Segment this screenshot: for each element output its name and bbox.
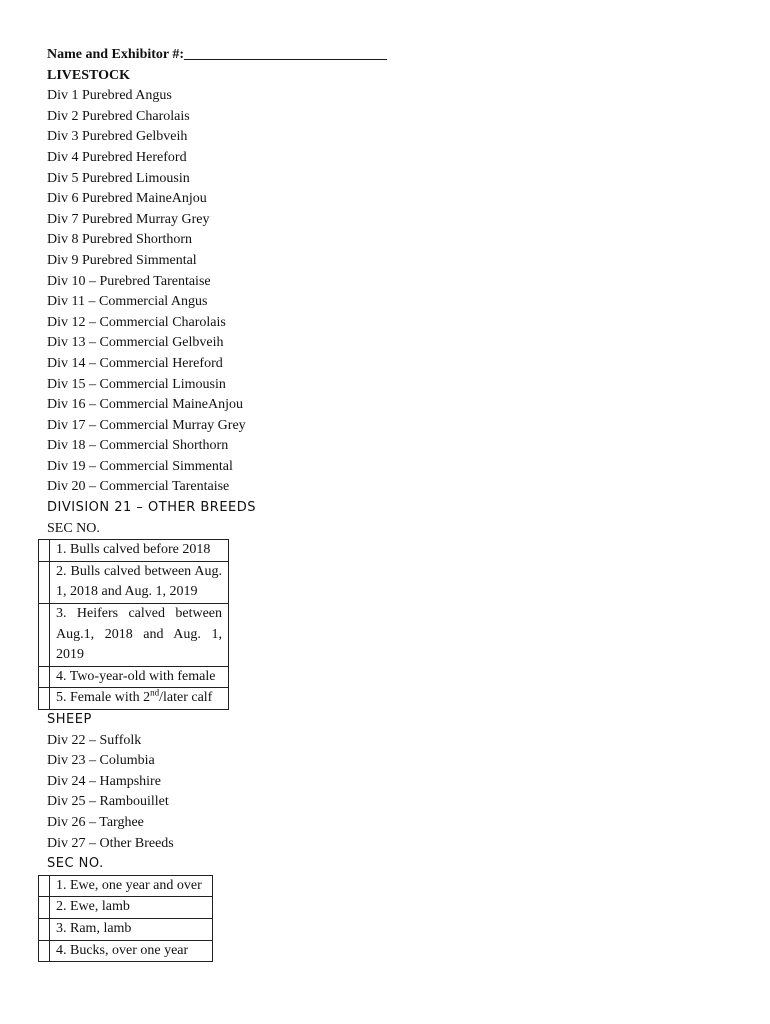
section-label: 1. Ewe, one year and over xyxy=(50,875,213,897)
division-item: Div 6 Purebred MaineAnjou xyxy=(47,191,207,207)
division-item: Div 16 – Commercial MaineAnjou xyxy=(47,397,243,413)
table-row xyxy=(39,666,229,688)
document-page xyxy=(47,45,737,962)
section-label: 1. Bulls calved before 2018 xyxy=(50,540,229,562)
ordinal-suffix: nd xyxy=(150,687,160,698)
division-item: Div 27 – Other Breeds xyxy=(47,835,174,851)
table-row xyxy=(39,940,213,962)
section-label: 4. Two-year-old with female xyxy=(50,666,229,688)
section-checkbox[interactable] xyxy=(39,688,50,710)
sheep-heading: SHEEP xyxy=(47,712,92,727)
table-row xyxy=(39,540,229,562)
division-item: Div 12 – Commercial Charolais xyxy=(47,314,226,330)
division-item: Div 11 – Commercial Angus xyxy=(47,294,208,310)
division-item: Div 24 – Hampshire xyxy=(47,773,161,789)
name-exhibitor-field[interactable]: Name and Exhibitor #:_____________________________ xyxy=(47,47,388,62)
division-item: Div 13 – Commercial Gelbveih xyxy=(47,335,224,351)
division-item: Div 4 Purebred Hereford xyxy=(47,149,187,165)
section-checkbox[interactable] xyxy=(39,604,50,667)
section-checkbox[interactable] xyxy=(39,875,50,897)
division-21-heading: DIVISION 21 – OTHER BREEDS xyxy=(47,500,257,516)
section-label xyxy=(50,688,229,710)
table-row xyxy=(39,875,213,897)
sheep-sec-label: SEC NO. xyxy=(47,856,104,872)
sheep-section-table xyxy=(38,875,213,962)
division-item: Div 15 – Commercial Limousin xyxy=(47,376,226,392)
section-label: 2. Ewe, lamb xyxy=(50,897,213,919)
section-checkbox[interactable] xyxy=(39,666,50,688)
section-5-tail: /later calf xyxy=(159,690,213,706)
division-item: Div 14 – Commercial Hereford xyxy=(47,355,223,371)
livestock-heading: LIVESTOCK xyxy=(47,67,130,83)
division-item: Div 26 – Targhee xyxy=(47,814,144,830)
division-21-sec-label: SEC NO. xyxy=(47,520,100,536)
division-item: Div 25 – Rambouillet xyxy=(47,794,169,810)
section-label: 3. Ram, lamb xyxy=(50,918,213,940)
division-item: Div 7 Purebred Murray Grey xyxy=(47,211,210,227)
table-row xyxy=(39,918,213,940)
division-item: Div 20 – Commercial Tarentaise xyxy=(47,479,230,495)
division-item: Div 23 – Columbia xyxy=(47,753,155,769)
division-21-section-table xyxy=(38,539,229,710)
section-label: 3. Heifers calved between Aug.1, 2018 and Aug. 1, 2019 xyxy=(50,604,229,667)
section-checkbox[interactable] xyxy=(39,918,50,940)
division-item: Div 1 Purebred Angus xyxy=(47,88,172,104)
division-item: Div 22 – Suffolk xyxy=(47,732,142,748)
livestock-division-list xyxy=(47,86,737,498)
section-5-text: 5. Female with 2 xyxy=(56,690,151,706)
division-item: Div 5 Purebred Limousin xyxy=(47,170,190,186)
division-item: Div 10 – Purebred Tarentaise xyxy=(47,273,211,289)
division-item: Div 17 – Commercial Murray Grey xyxy=(47,417,246,433)
section-checkbox[interactable] xyxy=(39,561,50,603)
section-label: 2. Bulls calved between Aug. 1, 2018 and Aug. 1, 2019 xyxy=(50,561,229,603)
division-item: Div 8 Purebred Shorthorn xyxy=(47,232,193,248)
table-row xyxy=(39,604,229,667)
division-item: Div 2 Purebred Charolais xyxy=(47,108,190,124)
division-item: Div 19 – Commercial Simmental xyxy=(47,458,233,474)
table-row xyxy=(39,688,229,710)
section-checkbox[interactable] xyxy=(39,897,50,919)
division-item: Div 3 Purebred Gelbveih xyxy=(47,129,188,145)
section-checkbox[interactable] xyxy=(39,940,50,962)
division-item: Div 9 Purebred Simmental xyxy=(47,252,197,268)
sheep-division-list xyxy=(47,731,737,855)
table-row xyxy=(39,897,213,919)
table-row xyxy=(39,561,229,603)
section-checkbox[interactable] xyxy=(39,540,50,562)
division-item: Div 18 – Commercial Shorthorn xyxy=(47,438,229,454)
section-label: 4. Bucks, over one year xyxy=(50,940,213,962)
